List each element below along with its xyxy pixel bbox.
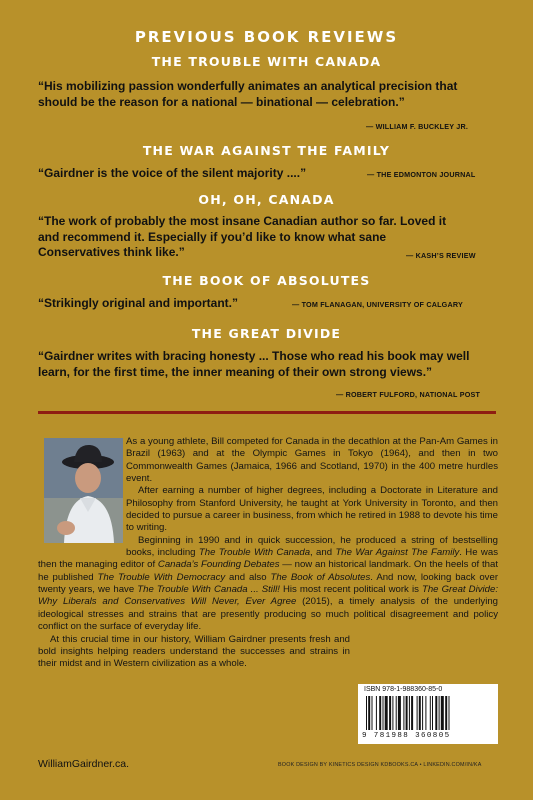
barcode-bar bbox=[409, 696, 410, 730]
barcode-bar bbox=[376, 696, 377, 730]
bio-text: . He was then the managing editor of bbox=[38, 547, 498, 571]
barcode-bar bbox=[383, 696, 384, 730]
bio-text: , and bbox=[310, 547, 336, 559]
barcode bbox=[358, 684, 498, 744]
barcode-digits: 9 781988 360805 bbox=[362, 732, 451, 740]
bio-text: (2015), a timely analysis of the underlying ideological stresses and strains that are presently producing so much political disagreement and policy conflict on the surface of everyday life. bbox=[38, 596, 498, 633]
barcode-bar bbox=[419, 696, 421, 730]
bio-text: and also bbox=[225, 571, 271, 583]
photo-spacer bbox=[38, 436, 126, 548]
barcode-bar bbox=[368, 696, 370, 730]
barcode-bar bbox=[385, 696, 388, 730]
bio-text: Beginning in 1990 and in quick succession, he produced a string of bestselling books, including bbox=[126, 534, 498, 559]
barcode-bar bbox=[379, 696, 381, 730]
barcode-bar bbox=[411, 696, 413, 730]
barcode-bar bbox=[403, 696, 404, 730]
review-quote: “Gairdner is the voice of the silent majority ....” bbox=[38, 166, 307, 180]
author-bio bbox=[38, 436, 498, 671]
barcode-bar bbox=[389, 696, 391, 730]
website-link[interactable]: WilliamGairdner.ca. bbox=[38, 758, 130, 770]
barcode-bar bbox=[366, 696, 367, 730]
review-book-title: THE WAR AGAINST THE FAMILY bbox=[142, 143, 391, 158]
bio-text: His most recent political work is bbox=[279, 584, 422, 596]
barcode-bar bbox=[432, 696, 433, 730]
review-book-title: OH, OH, CANADA bbox=[198, 192, 335, 207]
review-quote: “His mobilizing passion wonderfully animates an analytical precision that should be the reason for a national — binational — celebration.” bbox=[38, 79, 458, 109]
book-title: The Trouble With Democracy bbox=[97, 571, 226, 583]
page-title: PREVIOUS BOOK REVIEWS bbox=[134, 28, 399, 46]
barcode-bar bbox=[417, 696, 418, 730]
review-book-title: THE GREAT DIVIDE bbox=[191, 326, 342, 341]
book-title: The Book of Absolutes bbox=[270, 571, 371, 583]
book-title: The War Against The Family bbox=[335, 547, 460, 559]
barcode-bar bbox=[435, 696, 437, 730]
review-attribution: — KASH’S REVIEW bbox=[406, 251, 476, 260]
bio-text: — now an historical landmark. On the heels of that he published bbox=[38, 559, 498, 583]
bio-text: . And now, looking back over twenty years, we have bbox=[38, 571, 499, 596]
barcode-bar bbox=[392, 696, 393, 730]
design-credits: BOOK DESIGN BY KINETICS DESIGN KDBOOKS.CA • LINKEDIN.COM/IN/KA bbox=[278, 762, 482, 768]
barcode-bar bbox=[430, 696, 431, 730]
barcode-bar bbox=[406, 696, 408, 730]
review-quote: “Strikingly original and important.” bbox=[38, 296, 239, 310]
review-book-title: THE TROUBLE WITH CANADA bbox=[151, 54, 382, 69]
review-quote: “The work of probably the most insane Canadian author so far. Loved it and recommend it. Especially if you’d like to know what sane Conservatives think like.” bbox=[38, 214, 447, 259]
barcode-bar bbox=[439, 696, 440, 730]
book-title: Canada’s Founding Debates bbox=[157, 559, 280, 571]
review-attribution: — ROBERT FULFORD, NATIONAL POST bbox=[336, 390, 481, 399]
review-attribution: — THE EDMONTON JOURNAL bbox=[367, 170, 476, 179]
review-attribution: — TOM FLANAGAN, UNIVERSITY OF CALGARY bbox=[292, 300, 463, 309]
bio-paragraph: After earning a number of higher degrees, including a Doctorate in Literature and Philosophy from Stanford University, he taught at York University in Toronto, and then decided to pursue a career in business, from which he retired in 1988 to devote his time to writing. bbox=[126, 485, 498, 534]
isbn-label: ISBN 978-1-988360-85-0 bbox=[364, 686, 443, 693]
divider-rule bbox=[38, 411, 496, 414]
barcode-bar bbox=[425, 696, 426, 730]
review-attribution: — WILLIAM F. BUCKLEY JR. bbox=[366, 122, 469, 131]
barcode-bar bbox=[422, 696, 423, 730]
barcode-bar bbox=[398, 696, 401, 730]
barcode-bar bbox=[396, 696, 397, 730]
book-title: The Trouble With Canada ... Still! bbox=[137, 584, 280, 596]
review-book-title: THE BOOK OF ABSOLUTES bbox=[162, 273, 371, 288]
bio-paragraph bbox=[38, 535, 498, 634]
barcode-bar bbox=[449, 696, 450, 730]
barcode-bar bbox=[372, 696, 373, 730]
review-quote: “Gairdner writes with bracing honesty ... Those who read his book may well learn, for the first time, the inner meaning of their own strong views.” bbox=[38, 349, 470, 379]
barcode-bar bbox=[445, 696, 447, 730]
barcode-bar bbox=[441, 696, 444, 730]
bio-paragraph: As a young athlete, Bill competed for Canada in the decathlon at the Pan-Am Games in Brazil (1963) and at the Olympic Games in Tokyo (1964), and then in two Commonwealth Games (Jamaica, 1966 and Scotland, 1970) in the 400 metre hurdles event. bbox=[126, 436, 498, 485]
barcode-bars bbox=[362, 696, 494, 732]
book-title: The Trouble With Canada bbox=[198, 547, 311, 559]
bio-paragraph: At this crucial time in our history, William Gairdner presents fresh and bold insights helping readers understand the successes and strains in their midst and in Western civilization as a whole. bbox=[38, 633, 350, 670]
book-title: The Great Divide: Why Liberals and Conservatives Will Never, Ever Agree bbox=[38, 584, 498, 608]
